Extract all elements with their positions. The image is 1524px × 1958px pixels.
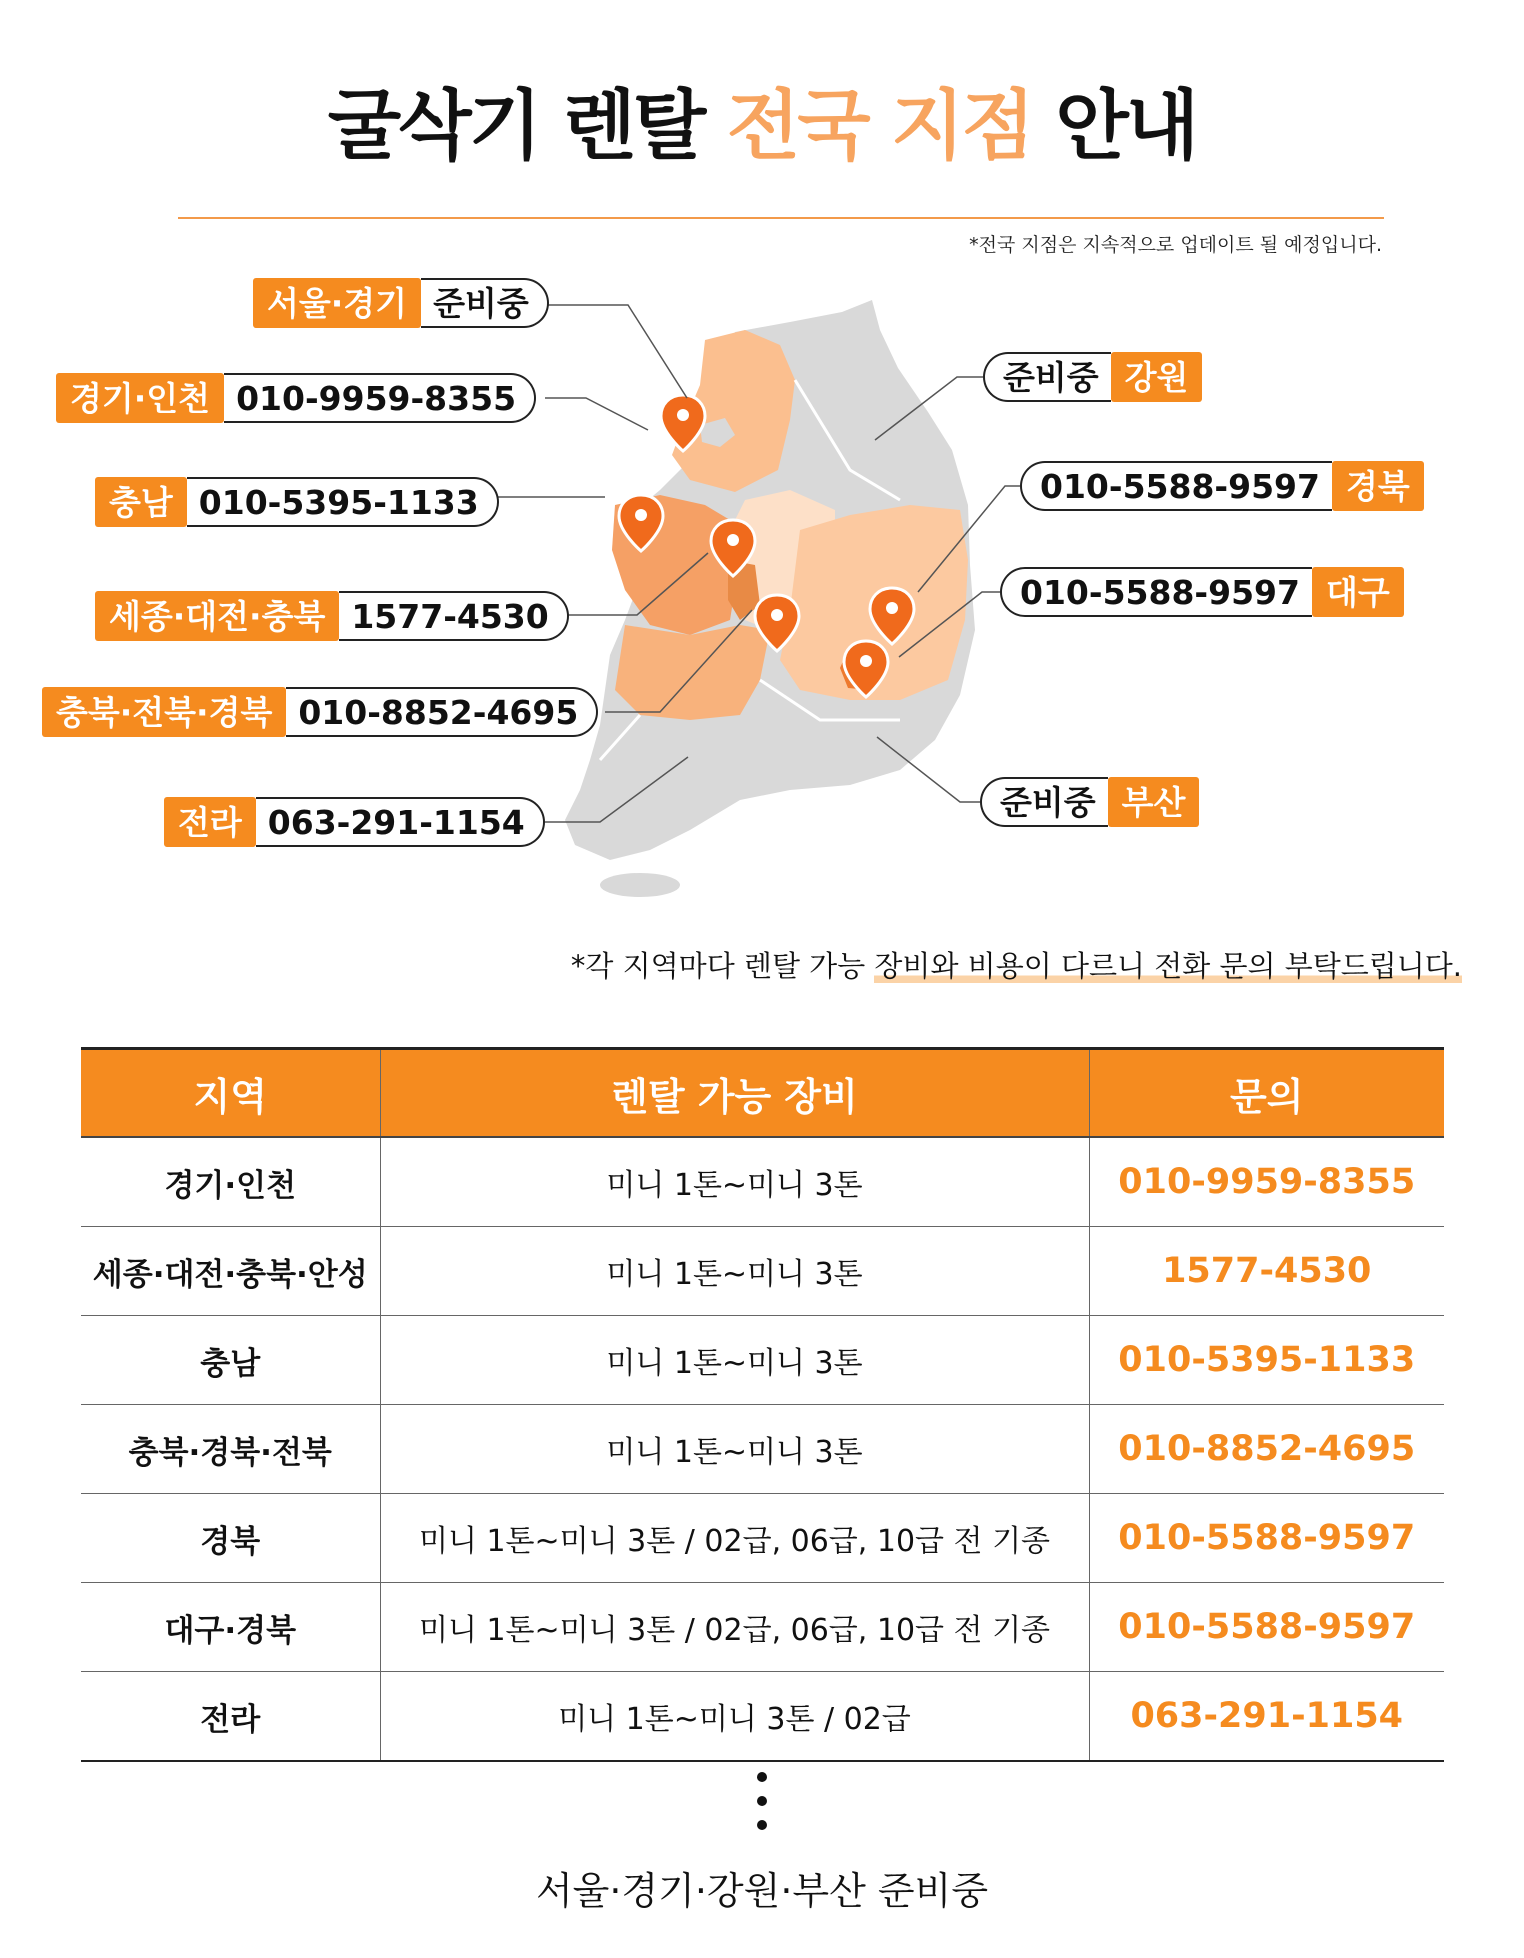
cell-region: 경북 xyxy=(81,1494,380,1583)
cell-equipment: 미니 1톤~미니 3톤 xyxy=(380,1405,1089,1494)
label-region: 경북 xyxy=(1332,461,1424,511)
cell-region: 세종·대전·충북·안성 xyxy=(81,1227,380,1316)
label-value: 1577-4530 xyxy=(339,591,568,641)
label-value: 010-5588-9597 xyxy=(1000,567,1312,617)
label-region: 강원 xyxy=(1111,352,1203,402)
title-text: 굴삭기 렌탈 xyxy=(327,81,727,170)
label-region: 경기·인천 xyxy=(56,373,224,423)
map-label-daegu xyxy=(1000,567,1404,617)
map-label-busan xyxy=(980,777,1199,827)
cell-region: 전라 xyxy=(81,1672,380,1762)
notice-part: *각 지역마다 렌탈 가능 xyxy=(570,949,875,983)
label-region: 부산 xyxy=(1108,777,1200,827)
cell-equipment: 미니 1톤~미니 3톤 xyxy=(380,1227,1089,1316)
cell-phone[interactable]: 010-8852-4695 xyxy=(1089,1405,1444,1494)
table-row xyxy=(81,1316,1444,1405)
cell-phone[interactable]: 010-5588-9597 xyxy=(1089,1494,1444,1583)
cell-phone[interactable]: 010-5395-1133 xyxy=(1089,1316,1444,1405)
cell-region: 경기·인천 xyxy=(81,1137,380,1227)
label-region: 충남 xyxy=(95,477,187,527)
vertical-ellipsis-icon xyxy=(752,1772,772,1844)
cell-equipment: 미니 1톤~미니 3톤 xyxy=(380,1316,1089,1405)
cell-region: 충북·경북·전북 xyxy=(81,1405,380,1494)
notice-text xyxy=(571,944,1462,985)
map-note: *전국 지점은 지속적으로 업데이트 될 예정입니다. xyxy=(969,234,1382,256)
table-header-row xyxy=(81,1049,1444,1138)
map-label-jeolla xyxy=(164,797,545,847)
cell-phone[interactable]: 063-291-1154 xyxy=(1089,1672,1444,1762)
title-accent: 전국 지점 xyxy=(726,81,1032,170)
map-label-seoul xyxy=(253,278,549,328)
cell-phone[interactable]: 1577-4530 xyxy=(1089,1227,1444,1316)
table-row xyxy=(81,1405,1444,1494)
table-row xyxy=(81,1227,1444,1316)
table-row xyxy=(81,1583,1444,1672)
title-text-end: 안내 xyxy=(1031,81,1197,170)
table-row xyxy=(81,1494,1444,1583)
label-region: 대구 xyxy=(1312,567,1404,617)
cell-region: 충남 xyxy=(81,1316,380,1405)
label-value: 준비중 xyxy=(421,278,549,328)
label-value: 준비중 xyxy=(983,352,1111,402)
table-row xyxy=(81,1137,1444,1227)
cell-equipment: 미니 1톤~미니 3톤 / 02급, 06급, 10급 전 기종 xyxy=(380,1494,1089,1583)
cell-phone[interactable]: 010-5588-9597 xyxy=(1089,1583,1444,1672)
footer-text: 서울·경기·강원·부산 준비중 xyxy=(535,1869,989,1913)
cell-equipment: 미니 1톤~미니 3톤 / 02급, 06급, 10급 전 기종 xyxy=(380,1583,1089,1672)
rental-table xyxy=(81,1047,1444,1762)
label-value: 010-5588-9597 xyxy=(1020,461,1332,511)
korea-map xyxy=(0,0,1524,900)
header-equipment: 렌탈 가능 장비 xyxy=(380,1049,1089,1138)
map-label-chungnam xyxy=(95,477,499,527)
label-region: 충북·전북·경북 xyxy=(42,687,286,737)
header-contact: 문의 xyxy=(1089,1049,1444,1138)
cell-equipment: 미니 1톤~미니 3톤 xyxy=(380,1137,1089,1227)
label-value: 준비중 xyxy=(980,777,1108,827)
label-value: 010-5395-1133 xyxy=(187,477,499,527)
header-region: 지역 xyxy=(81,1049,380,1138)
table-row xyxy=(81,1672,1444,1762)
label-region: 세종·대전·충북 xyxy=(95,591,339,641)
label-value: 010-8852-4695 xyxy=(286,687,598,737)
notice-highlight: 장비와 비용이 다르니 전화 문의 부탁드립니다. xyxy=(874,949,1462,983)
label-value: 063-291-1154 xyxy=(256,797,545,847)
label-value: 010-9959-8355 xyxy=(224,373,536,423)
map-label-sejong xyxy=(95,591,569,641)
label-region: 전라 xyxy=(164,797,256,847)
cell-region: 대구·경북 xyxy=(81,1583,380,1672)
map-label-gangwon xyxy=(983,352,1202,402)
map-label-gyeongbuk xyxy=(1020,461,1424,511)
map-label-gyeonggi-incheon xyxy=(56,373,536,423)
cell-phone[interactable]: 010-9959-8355 xyxy=(1089,1137,1444,1227)
map-label-chungbuk xyxy=(42,687,598,737)
map-island xyxy=(600,873,680,897)
cell-equipment: 미니 1톤~미니 3톤 / 02급 xyxy=(380,1672,1089,1762)
label-region: 서울·경기 xyxy=(253,278,421,328)
